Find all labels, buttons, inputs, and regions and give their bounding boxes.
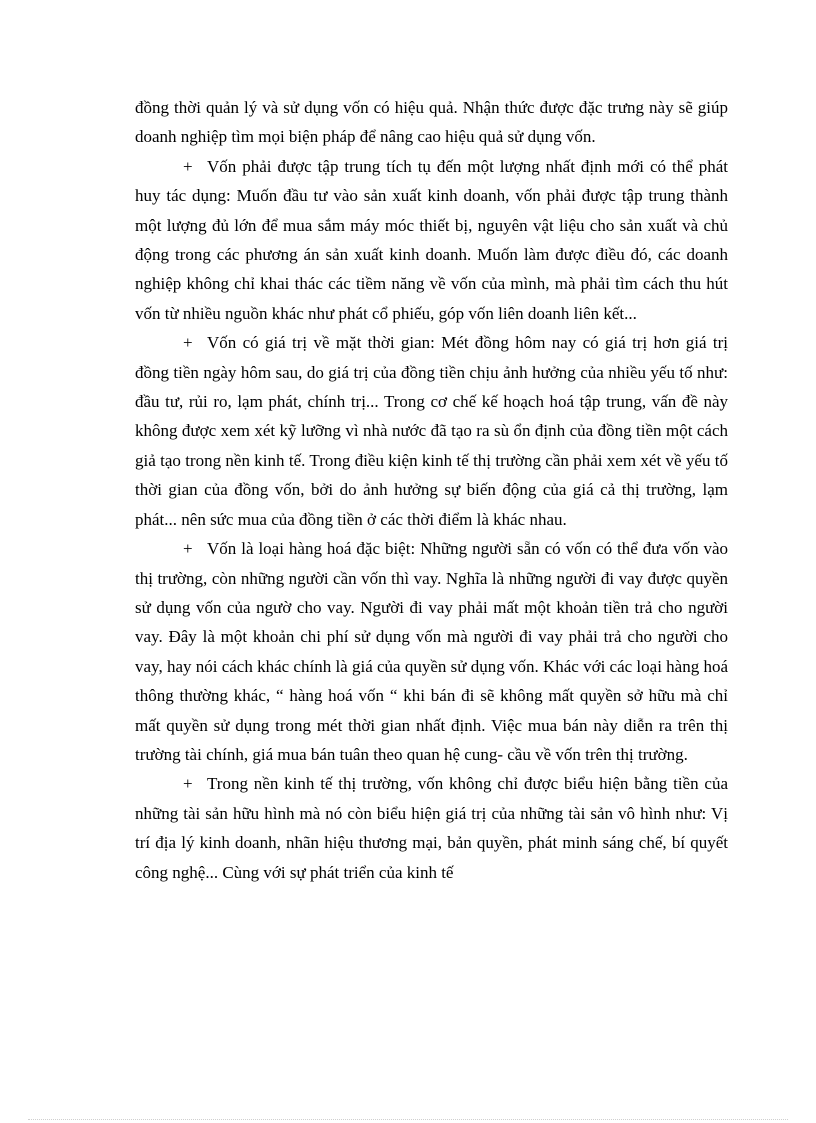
- paragraph-text: Trong nền kinh tế thị trường, vốn không chỉ được biểu hiện bằng tiền của những tài sản hữu hình mà nó còn biểu hiện giá trị của những tài sản vô hình như: Vị trí địa lý kinh doanh, nhãn hiệu thương mại, bản quyền, phát minh sáng chế, bí quyết công nghệ... Cùng với sự phát triển của kinh tế: [135, 774, 728, 882]
- bullet-mark: +: [183, 156, 193, 176]
- page-bottom-divider: [28, 1119, 788, 1120]
- paragraph-text: Vốn có giá trị về mặt thời gian: Mét đồng hôm nay có giá trị hơn giá trị đồng tiền ngày hôm sau, do giá trị của đồng tiền chịu ảnh hưởng của nhiều yếu tố như: đầu tư, rủi ro, lạm phát, chính trị... Trong cơ chế kế hoạch hoá tập trung, vấn đề này không được xem xét kỹ lưỡng vì nhà nước đã tạo ra sù ổn định của đồng tiền một cách giả tạo trong nền kinh tế. Trong điều kiện kinh tế thị trường cần phải xem xét về yếu tố thời gian của đồng vốn, bởi do ảnh hưởng sự biến động của giá cả thị trường, lạm phát... nên sức mua của đồng tiền ở các thời điểm là khác nhau.: [135, 333, 728, 529]
- paragraph-4: [135, 534, 728, 769]
- document-body: [135, 93, 728, 887]
- paragraph-text: Vốn phải được tập trung tích tụ đến một lượng nhất định mới có thể phát huy tác dụng: Muốn đầu tư vào sản xuất kinh doanh, vốn phải được tập trung thành một lượng đủ lớn để mua sắm máy móc thiết bị, nguyên vật liệu cho sản xuất và chủ động trong các phương án sản xuất kinh doanh. Muốn làm được điều đó, các doanh nghiệp không chỉ khai thác các tiềm năng về vốn của mình, mà phải tìm cách thu hút vốn từ nhiều nguồn khác như phát cổ phiếu, góp vốn liên doanh liên kết...: [135, 156, 728, 323]
- paragraph-3: [135, 328, 728, 534]
- bullet-mark: +: [183, 333, 193, 353]
- paragraph-2: [135, 152, 728, 328]
- bullet-mark: +: [183, 774, 193, 794]
- paragraph-1: đồng thời quản lý và sử dụng vốn có hiệu quả. Nhận thức được đặc trưng này sẽ giúp doanh nghiệp tìm mọi biện pháp để nâng cao hiệu quả sử dụng vốn.: [135, 98, 728, 147]
- paragraph-text: Vốn là loại hàng hoá đặc biệt: Những người sẵn có vốn có thể đưa vốn vào thị trường, còn những người cần vốn thì vay. Nghĩa là những người đi vay được quyền sử dụng vốn của ngườ cho vay. Người đi vay phải mất một khoản tiền trả cho người vay. Đây là một khoản chi phí sử dụng vốn mà người đi vay phải trả cho người cho vay, hay nói cách khác chính là giá của quyền sử dụng vốn. Khác với các loại hàng hoá thông thường khác, “ hàng hoá vốn “ khi bán đi sẽ không mất quyền sở hữu mà chỉ mất quyền sử dụng trong mét thời gian nhất định. Việc mua bán này diễn ra trên thị trường tài chính, giá mua bán tuân theo quan hệ cung- cầu về vốn trên thị trường.: [135, 539, 729, 764]
- paragraph-5: [135, 769, 728, 887]
- bullet-mark: +: [183, 539, 193, 559]
